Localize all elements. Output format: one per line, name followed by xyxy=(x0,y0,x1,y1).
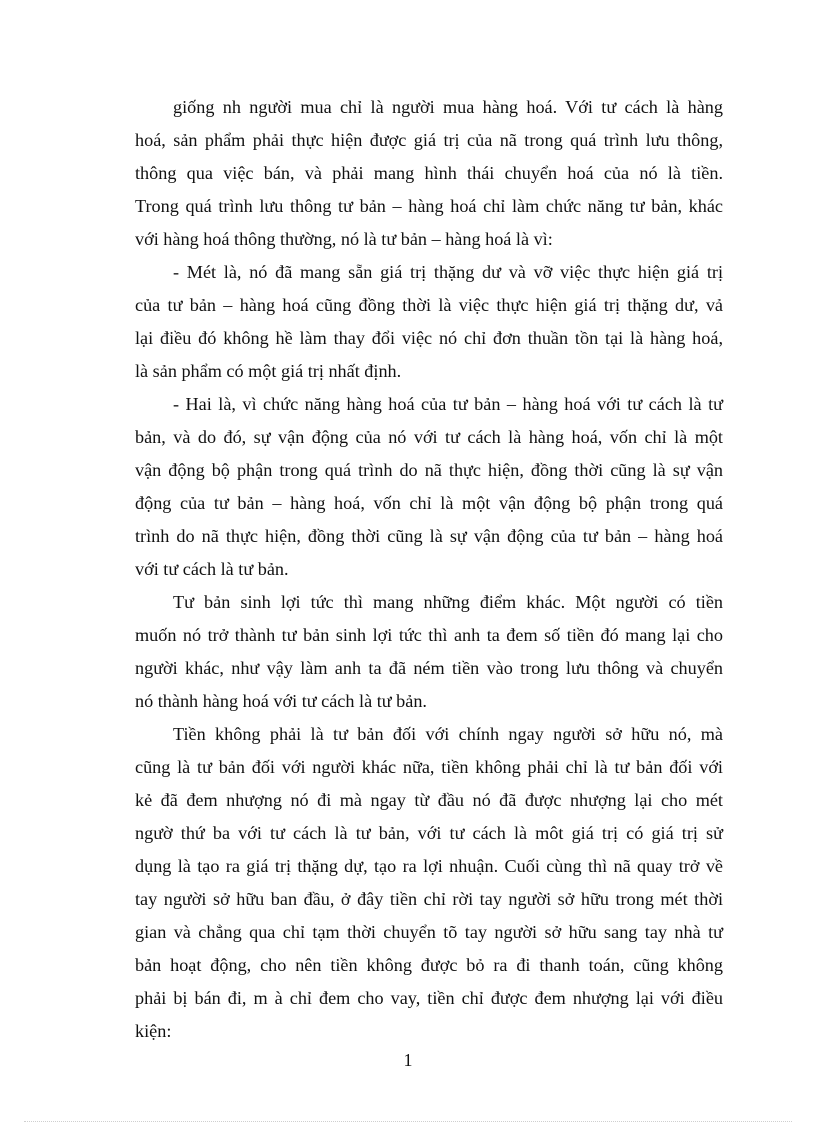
paragraph-line: vận động bộ phận trong quá trình do nã thực hiện, đồng thời cũng là sự vận xyxy=(135,460,723,480)
paragraph-line: bản hoạt động, cho nên tiền không được bỏ ra đi thanh toán, cũng không xyxy=(135,955,723,975)
paragraph-line: - Mét là, nó đã mang sẵn giá trị thặng dư và vỡ việc thực hiện giá trị xyxy=(173,262,723,282)
paragraph-line: - Hai là, vì chức năng hàng hoá của tư bản – hàng hoá với tư cách là tư xyxy=(173,394,723,414)
page-bottom-divider xyxy=(24,1121,792,1122)
paragraph xyxy=(135,256,723,388)
paragraph-line: kiện: xyxy=(135,1021,172,1041)
paragraph-line: Tiền không phải là tư bản đối với chính ngay người sở hữu nó, mà xyxy=(173,724,723,744)
paragraph xyxy=(135,388,723,586)
paragraph xyxy=(135,91,723,256)
paragraph-line: của tư bản – hàng hoá cũng đồng thời là việc thực hiện giá trị thặng dư, vả xyxy=(135,295,723,315)
paragraph-line: trình do nã thực hiện, đồng thời cũng là sự vận động của tư bản – hàng hoá xyxy=(135,526,723,546)
paragraph-line: phải bị bán đi, m à chỉ đem cho vay, tiền chỉ được đem nhượng lại với điều xyxy=(135,988,723,1008)
paragraph xyxy=(135,718,723,1048)
paragraph-line: giống nh người mua chỉ là người mua hàng hoá. Với tư cách là hàng xyxy=(173,97,723,117)
paragraph-line: Tư bản sinh lợi tức thì mang những điểm khác. Một người có tiền xyxy=(173,592,723,612)
document-body xyxy=(135,91,723,1048)
paragraph-line: với tư cách là tư bản. xyxy=(135,559,289,579)
paragraph-line: hoá, sản phẩm phải thực hiện được giá trị của nã trong quá trình lưu thông, xyxy=(135,130,723,150)
paragraph-line: dụng là tạo ra giá trị thặng dự, tạo ra lợi nhuận. Cuối cùng thì nã quay trở về xyxy=(135,856,723,876)
paragraph-line: động của tư bản – hàng hoá, vốn chỉ là một vận động bộ phận trong quá xyxy=(135,493,723,513)
paragraph-line: là sản phẩm có một giá trị nhất định. xyxy=(135,361,402,381)
paragraph-line: muốn nó trở thành tư bản sinh lợi tức thì anh ta đem số tiền đó mang lại cho xyxy=(135,625,723,645)
paragraph-line: ngườ thứ ba với tư cách là tư bản, với tư cách là môt giá trị có giá trị sử xyxy=(135,823,723,843)
paragraph-line: gian và chẳng qua chỉ tạm thời chuyển tõ tay người sở hữu sang tay nhà tư xyxy=(135,922,723,942)
paragraph-line: thông qua việc bán, và phải mang hình thái chuyển hoá của nó là tiền. xyxy=(135,163,723,183)
paragraph-line: kẻ đã đem nhượng nó đi mà ngay từ đầu nó đã được nhượng lại cho mét xyxy=(135,790,723,810)
paragraph-line: cũng là tư bản đối với người khác nữa, tiền không phải chỉ là tư bản đối với xyxy=(135,757,723,777)
page-number: 1 xyxy=(403,1050,413,1070)
paragraph-line: tay người sở hữu ban đầu, ở đây tiền chỉ rời tay người sở hữu trong mét thời xyxy=(135,889,723,909)
paragraph-line: với hàng hoá thông thường, nó là tư bản – hàng hoá là vì: xyxy=(135,229,553,249)
paragraph-line: nó thành hàng hoá với tư cách là tư bản. xyxy=(135,691,427,711)
paragraph-line: người khác, như vậy làm anh ta đã ném tiền vào trong lưu thông và chuyển xyxy=(135,658,723,678)
paragraph-line: Trong quá trình lưu thông tư bản – hàng hoá chỉ làm chức năng tư bản, khác xyxy=(135,196,723,216)
paragraph-line: bản, và do đó, sự vận động của nó với tư cách là hàng hoá, vốn chỉ là một xyxy=(135,427,723,447)
paragraph xyxy=(135,586,723,718)
paragraph-line: lại điều đó không hề làm thay đổi việc nó chỉ đơn thuần tồn tại là hàng hoá, xyxy=(135,328,723,348)
